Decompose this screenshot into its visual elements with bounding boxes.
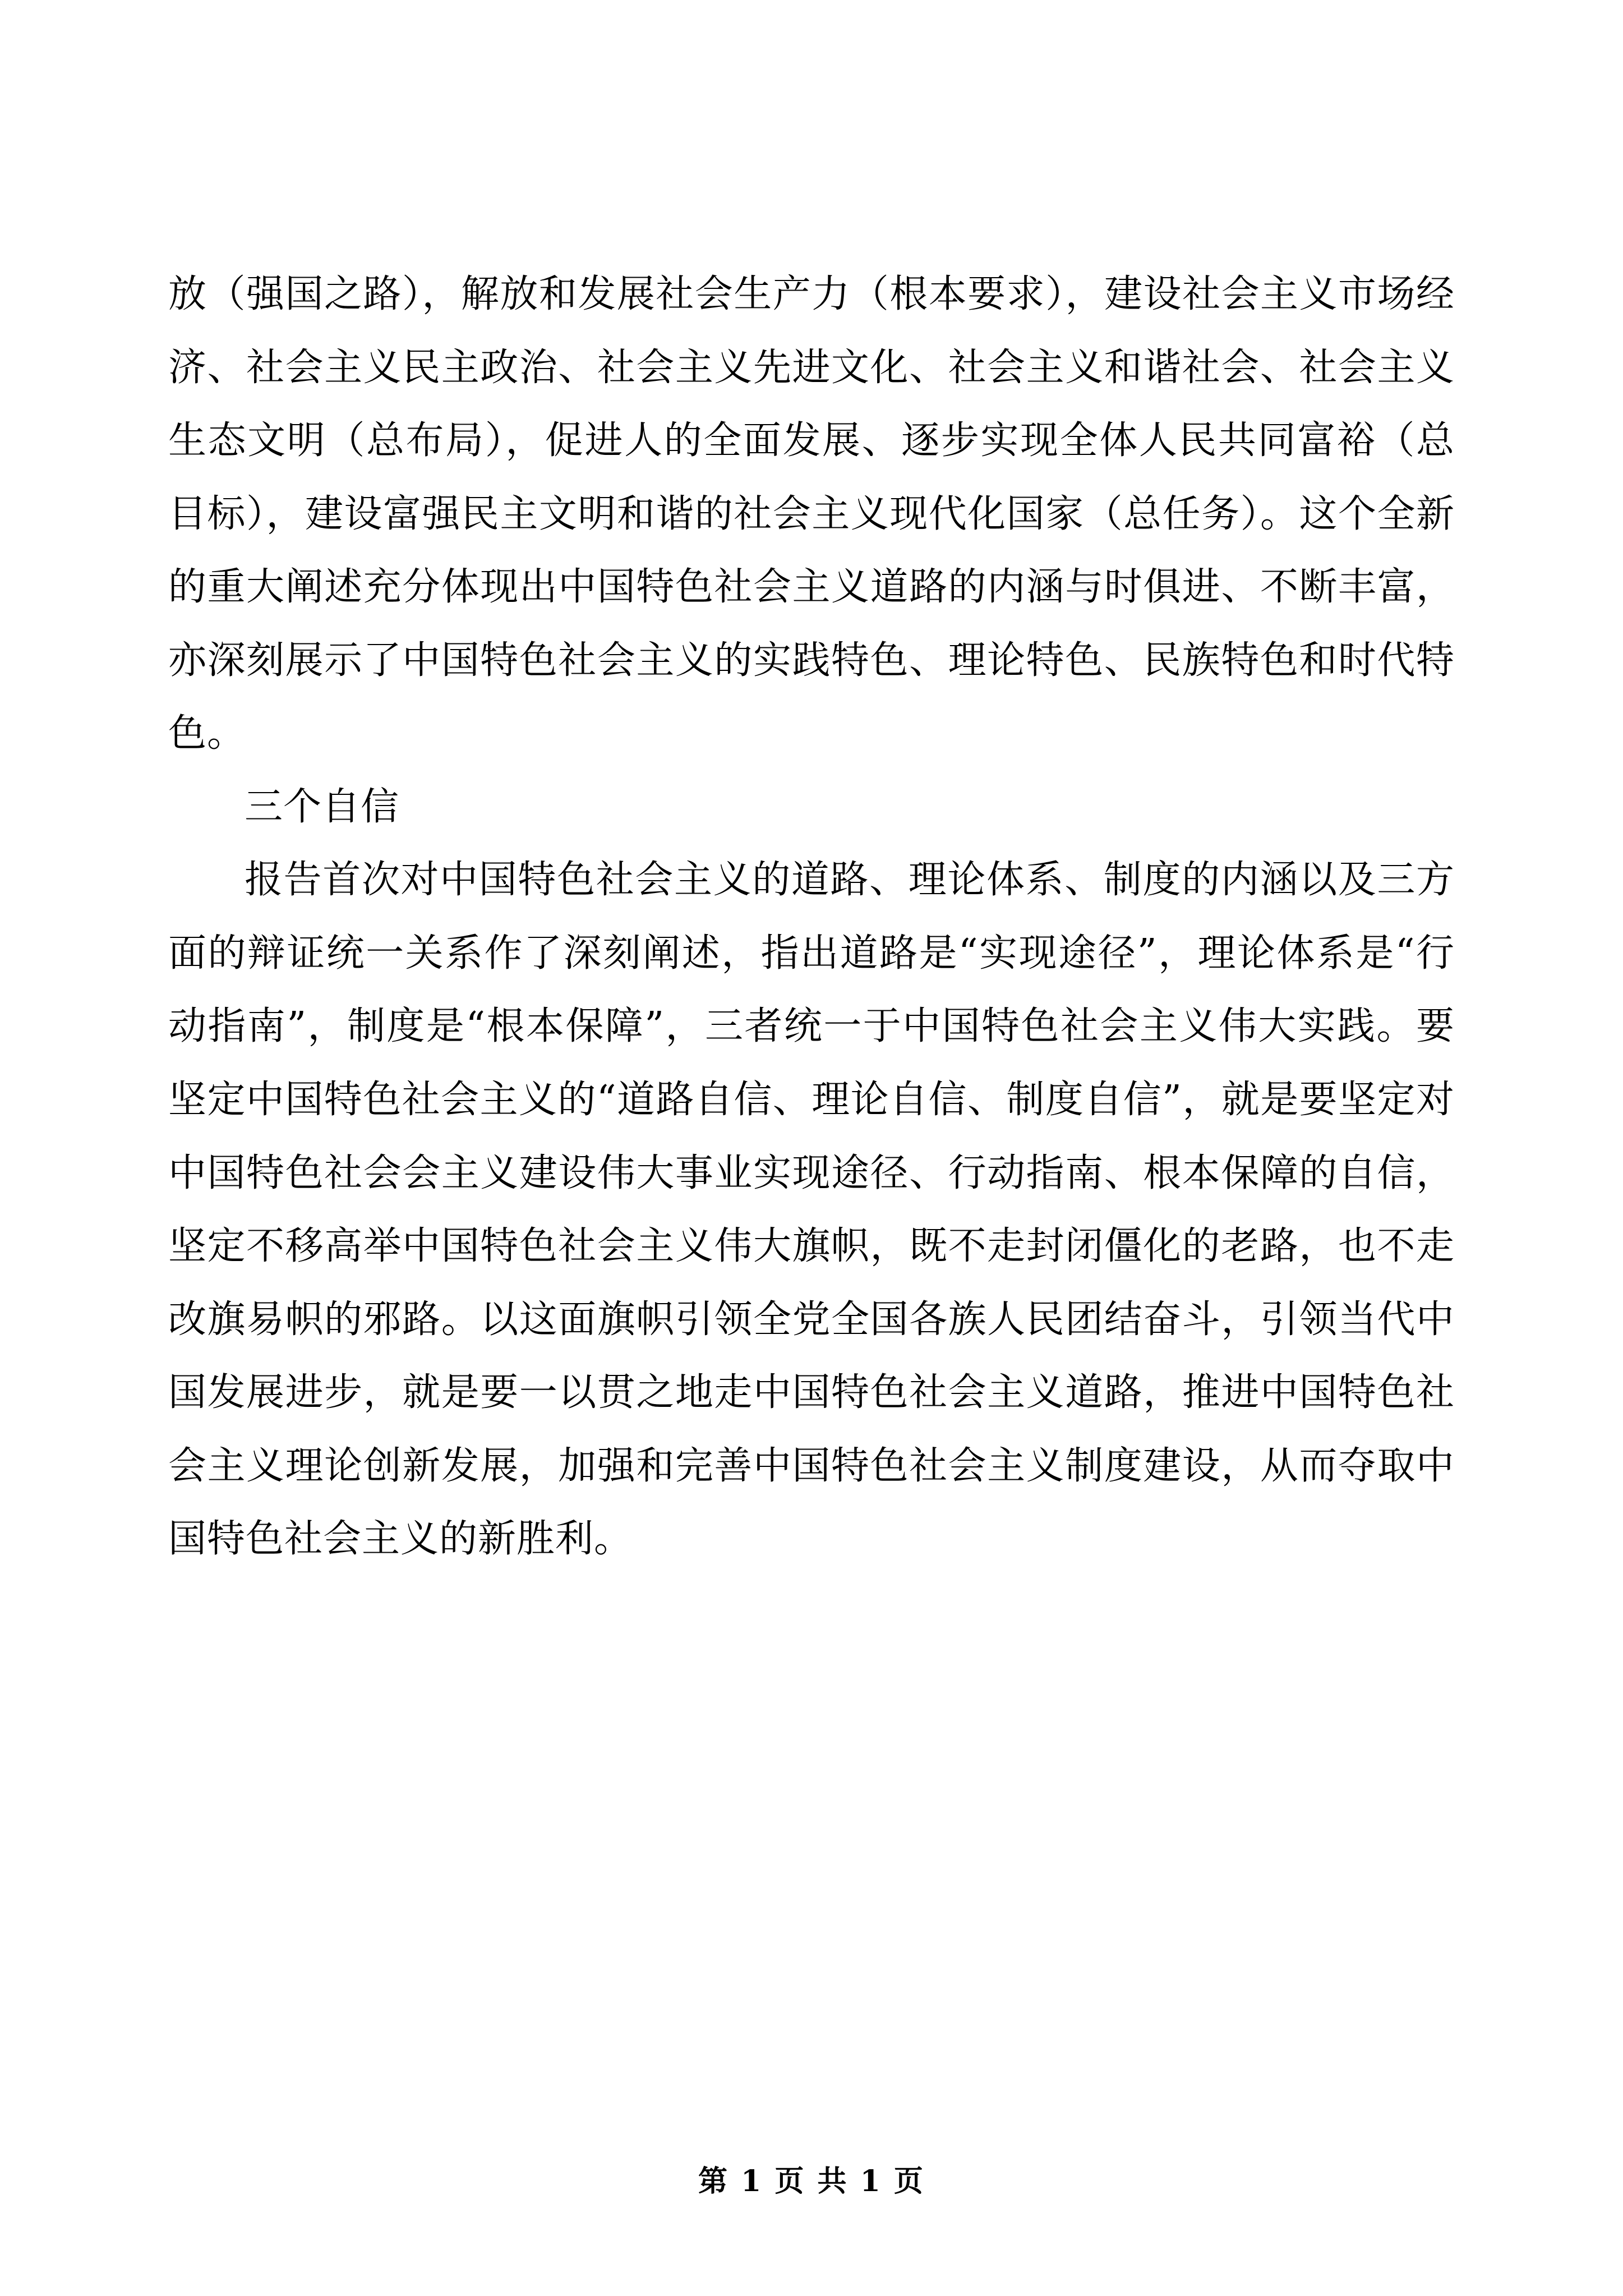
paragraph-heading-three-confidences: 三个自信 [245, 784, 400, 829]
page-footer: 第 1 页 共 1 页 [698, 2164, 925, 2198]
paragraph-continuation: 放（强国之路），解放和发展社会生产力（根本要求），建设社会主义市场经济、社会主义民主政治、社会主义先进文化、社会主义和谐社会、社会主义生态文明（总布局），促进人的全面发展、逐步实现全体人民共同富裕（总目标），建设富强民主文明和谐的社会主义现代化国家（总任务）。这个全新的重大阐述充分体现出中国特色社会主义道路的内涵与时俱进、不断丰富，亦深刻展示了中国特色社会主义的实践特色、理论特色、民族特色和时代特色。 [168, 272, 1455, 756]
document-body [168, 258, 1455, 1576]
paragraph-three-confidences-body: 报告首次对中国特色社会主义的道路、理论体系、制度的内涵以及三方面的辩证统一关系作了深刻阐述，指出道路是“实现途径”，理论体系是“行动指南”，制度是“根本保障”，三者统一于中国特色社会主义伟大实践。要坚定中国特色社会主义的“道路自信、理论自信、制度自信”，就是要坚定对中国特色社会会主义建设伟大事业实现途径、行动指南、根本保障的自信，坚定不移高举中国特色社会主义伟大旗帜，既不走封闭僵化的老路，也不走改旗易帜的邪路。以这面旗帜引领全党全国各族人民团结奋斗，引领当代中国发展进步，就是要一以贯之地走中国特色社会主义道路，推进中国特色社会主义理论创新发展，加强和完善中国特色社会主义制度建设，从而夺取中国特色社会主义的新胜利。 [168, 858, 1455, 1562]
